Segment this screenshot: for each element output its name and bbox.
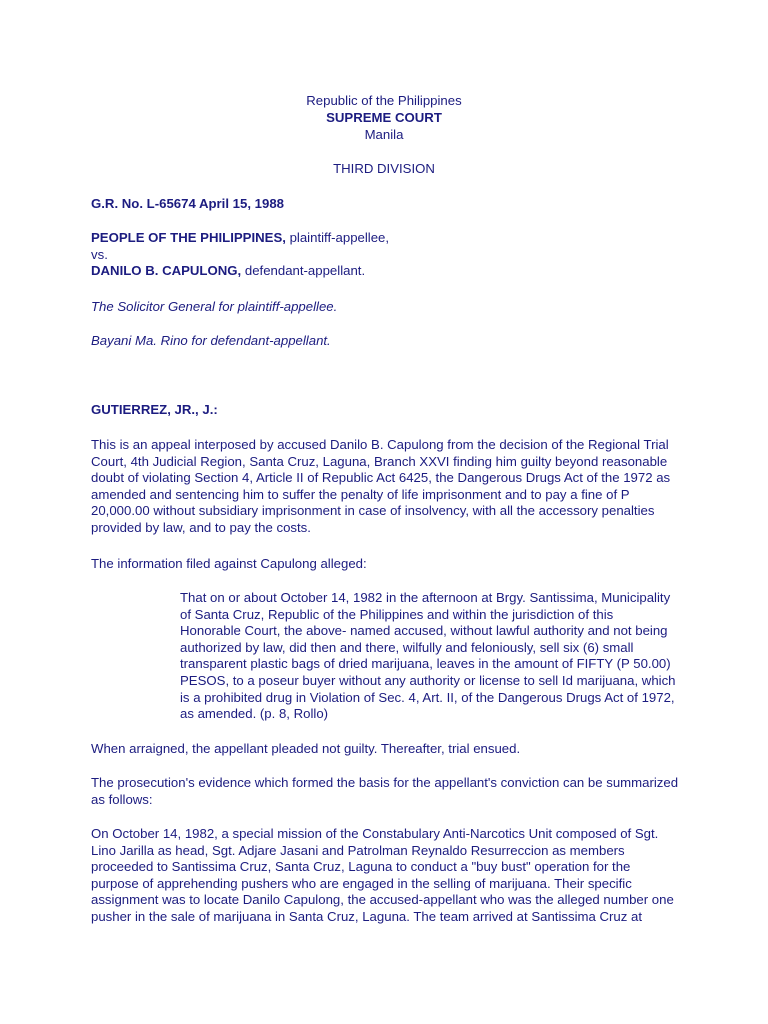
text-line: assignment was to locate Danilo Capulong, the accused-appellant who was the alleged number one [91,892,674,908]
paragraph-2 [91,556,683,573]
text-line: pusher in the sale of marijuana in Santa Cruz, Laguna. The team arrived at Santissima Cruz at [91,908,642,924]
paragraph-1 [91,437,683,537]
plaintiff-name: PEOPLE OF THE PHILIPPINES, [91,230,286,245]
quote-line: Honorable Court, the above- named accused, without lawful authority and not being [180,623,668,639]
quote-line: transparent plastic bags of dried marijuana, leaves in the amount of FIFTY (P 50.00) [180,656,671,672]
paragraph-5 [91,826,683,926]
paragraph-3 [91,741,683,758]
quote-line: authorized by law, did then and there, wilfully and feloniously, sell six (6) small [180,639,634,655]
counsel-defendant: Bayani Ma. Rino for defendant-appellant. [91,333,331,348]
text-line: Lino Jarilla as head, Sgt. Adjare Jasani and Patrolman Reynaldo Resurreccion as members [91,842,625,858]
text-line: On October 14, 1982, a special mission of the Constabulary Anti-Narcotics Unit composed of Sgt. [91,826,659,841]
text-line: When arraigned, the appellant pleaded not guilty. Thereafter, trial ensued. [91,741,521,756]
text-line: doubt of violating Section 4, Article II of Republic Act 6425, the Dangerous Drugs Act of the 1972 as [91,470,671,486]
quote-line: PESOS, to a poseur buyer without any authority or license to sell Id marijuana, which [180,672,676,688]
quote-line: is a prohibited drug in Violation of Sec. 4, Art. II, of the Dangerous Drugs Act of 1972, [180,689,675,705]
quote-line: That on or about October 14, 1982 in the afternoon at Brgy. Santissima, Municipality [180,590,671,605]
quote-line: of Santa Cruz, Republic of the Philippines and within the jurisdiction of this [180,606,614,622]
versus: vs. [91,246,108,262]
ponente [91,402,683,419]
header-court: SUPREME COURT [326,110,442,125]
counsel-plaintiff: The Solicitor General for plaintiff-appellee. [91,299,338,314]
text-line: amended and sentencing him to suffer the penalty of life imprisonment and to pay a fine of P [91,486,630,502]
ponente-text: GUTIERREZ, JR., J.: [91,402,218,417]
header-republic: Republic of the Philippines [306,93,462,108]
text-line: The information filed against Capulong alleged: [91,556,367,571]
text-line: provided by law, and to pay the costs. [91,519,311,535]
header-division: THIRD DIVISION [333,161,435,176]
case-number: G.R. No. L-65674 April 15, 1988 [91,196,285,211]
text-line: as follows: [91,791,153,807]
text-line: proceeded to Santissima Cruz, Santa Cruz, Laguna to conduct a "buy bust" operation for the [91,859,631,875]
case-parties [91,230,683,280]
plaintiff-line [91,230,683,247]
text-line: purpose of apprehending pushers who are engaged in the selling of marijuana. Their specific [91,875,632,891]
header-city: Manila [364,127,404,142]
text-line: 20,000.00 without subsidiary imprisonment in case of insolvency, with all the accessory penalties [91,503,655,519]
text-line: The prosecution's evidence which formed the basis for the appellant's conviction can be summarized [91,775,679,790]
block-quote [180,590,680,723]
plaintiff-role: plaintiff-appellee, [285,230,390,245]
paragraph-4 [91,775,683,808]
quote-line: as amended. (p. 8, Rollo) [180,706,329,722]
defendant-line [91,263,683,280]
text-line: Court, 4th Judicial Region, Santa Cruz, Laguna, Branch XXVI finding him guilty beyond reasonable [91,453,668,469]
text-line: This is an appeal interposed by accused Danilo B. Capulong from the decision of the Regional Trial [91,437,669,452]
defendant-name: DANILO B. CAPULONG, [91,263,242,279]
defendant-role: defendant-appellant. [241,263,366,279]
